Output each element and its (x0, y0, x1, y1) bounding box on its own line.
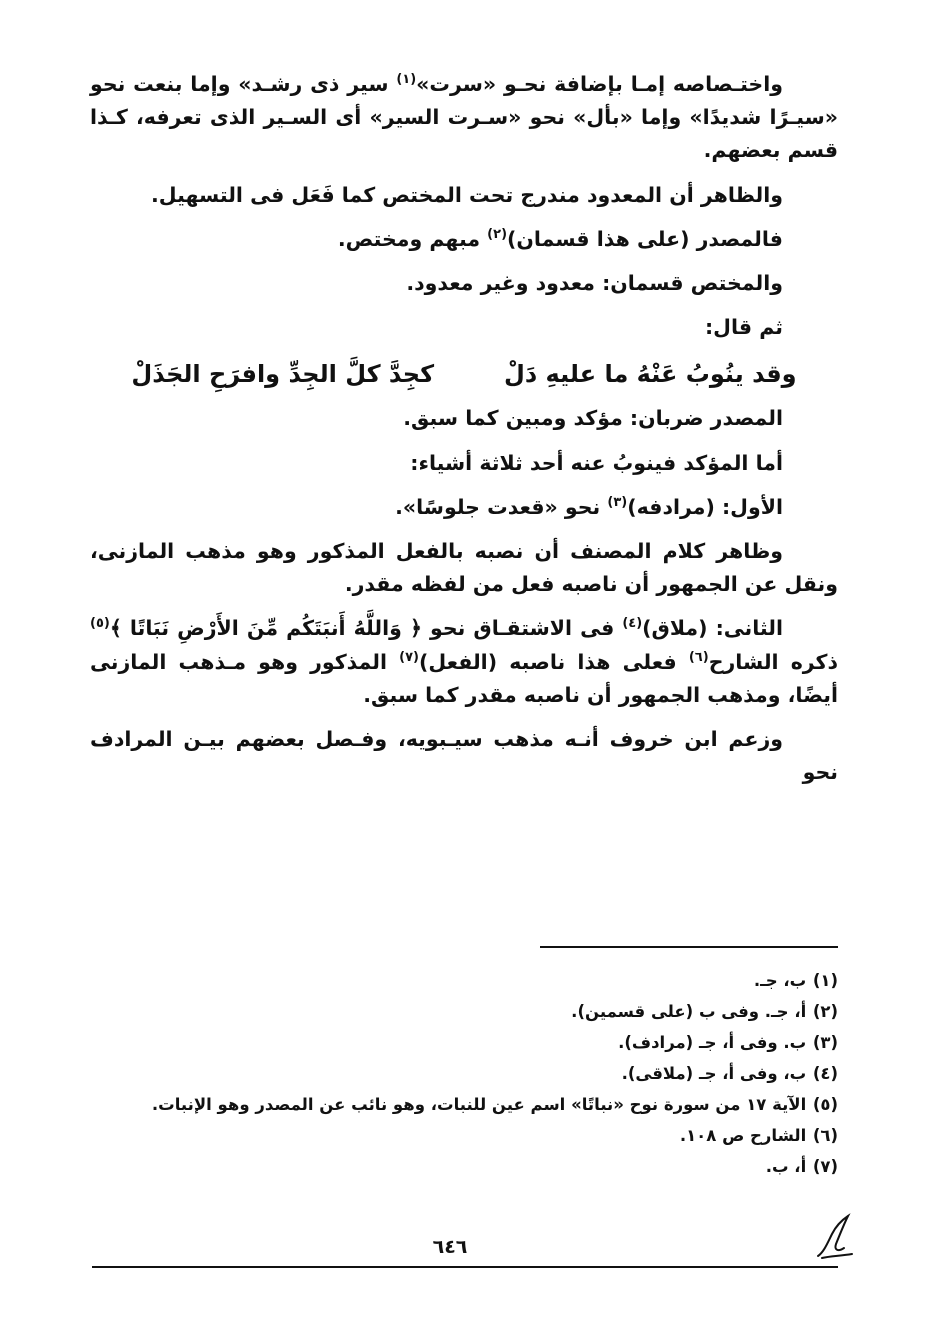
footnote-ref-7[interactable]: (٧) (399, 649, 419, 665)
handwritten-signature-icon (814, 1212, 856, 1262)
footnote-7: (٧) أ، ب. (765, 1157, 838, 1177)
paragraph-11: وزعم ابن خروف أنـه مذهب سيـبويه، وفـصل بعضهم بيـن المرادف نحو (90, 726, 838, 785)
paragraph-4: والمختص قسمان: معدود وغير معدود. (406, 271, 783, 296)
footnote-ref-1[interactable]: (١) (396, 72, 417, 88)
page-number: ٦٤٦ (432, 1236, 468, 1258)
footnote-5: (٥) الآية ١٧ من سورة نوح «نباتًا» اسم عين للنبات، وهو نائب عن المصدر وهو الإنبات. (151, 1095, 838, 1115)
footnotes (90, 965, 838, 1182)
footnote-1: (١) ب، جـ. (753, 971, 838, 990)
main-text (90, 68, 838, 800)
verse-first-hemistich: وقد ينُوبُ عَنْهُ ما عليهِ دَلْ (504, 360, 797, 389)
item-label-second: الثانى: (715, 616, 783, 641)
paragraph-8: الأول: (مرادفه)$^{(٣)}$ نحو «قعدت جلوسًا». (395, 494, 783, 519)
paragraph-6: المصدر ضربان: مؤكد ومبين كما سبق. (403, 406, 783, 431)
verse-second-hemistich: كجِدَّ كلَّ الجِدِّ وافرَحِ الجَذَلْ (131, 360, 435, 389)
footnote-3: (٣) ب. وفى أ، جـ (مرادف). (618, 1033, 838, 1053)
bottom-rule (92, 1266, 838, 1268)
paragraph-10: الثانى: (ملاق)$^{(٤)}$ فى الاشتقـاق نحو ﴿ وَاللَّهُ أَنبَتَكُم مِّنَ الأَرْضِ نَبَاتًا ﴾$^{(٥)}$ ذكره الشارح$^{(٦)}$ فعلى هذا ناصبه (الفعل)$^{(٧)}$ المذكور وهو مـذهب المازنى أيضًا، ومذهب الجمهور أن ناصبه مقدر كما سبق. (90, 616, 838, 707)
paragraph-2: والظاهر أن المعدود مندرج تحت المختص كما فَعَل فى التسهيل. (151, 182, 783, 207)
footnote-4: (٤) ب، وفى أ، جـ (ملاقى). (621, 1064, 838, 1084)
footnote-separator (540, 946, 838, 948)
paragraph-7: أما المؤكد فينوبُ عنه أحد ثلاثة أشياء: (410, 450, 783, 475)
paragraph-1: واختـصاصه إمـا بإضافة نحـو «سرت»$^{(١)}$ سير ذى رشـد» وإما بنعت نحو «سيـرًا شديدًا» وإما «بأل» نحو «سـرت السير» أى السـير الذى تعرفه، كـذا قسم بعضهم. (90, 72, 838, 163)
paragraph-9: وظاهر كلام المصنف أن نصبه بالفعل المذكور وهو مذهب المازنى، ونقل عن الجمهور أن ناصبه فعل من لفظه مقدر. (90, 538, 838, 597)
footnote-6: (٦) الشارح ص ١٠٨. (679, 1126, 838, 1146)
footnote-2: (٢) أ، جـ. وفى ب (على قسمين). (571, 1002, 838, 1022)
footnote-ref-2[interactable]: (٢) (487, 226, 508, 242)
paragraph-3: فالمصدر (على هذا قسمان)$^{(٢)}$ مبهم ومختص. (337, 226, 783, 251)
paragraph-5: ثم قال: (704, 315, 783, 340)
footnote-ref-3[interactable]: (٣) (607, 494, 628, 510)
footnote-ref-4[interactable]: (٤) (622, 616, 643, 632)
footnote-ref-5[interactable]: (٥) (90, 616, 110, 632)
poem-verse (90, 355, 838, 394)
footnote-ref-6[interactable]: (٦) (688, 649, 709, 665)
item-label-first: الأول: (721, 494, 783, 519)
